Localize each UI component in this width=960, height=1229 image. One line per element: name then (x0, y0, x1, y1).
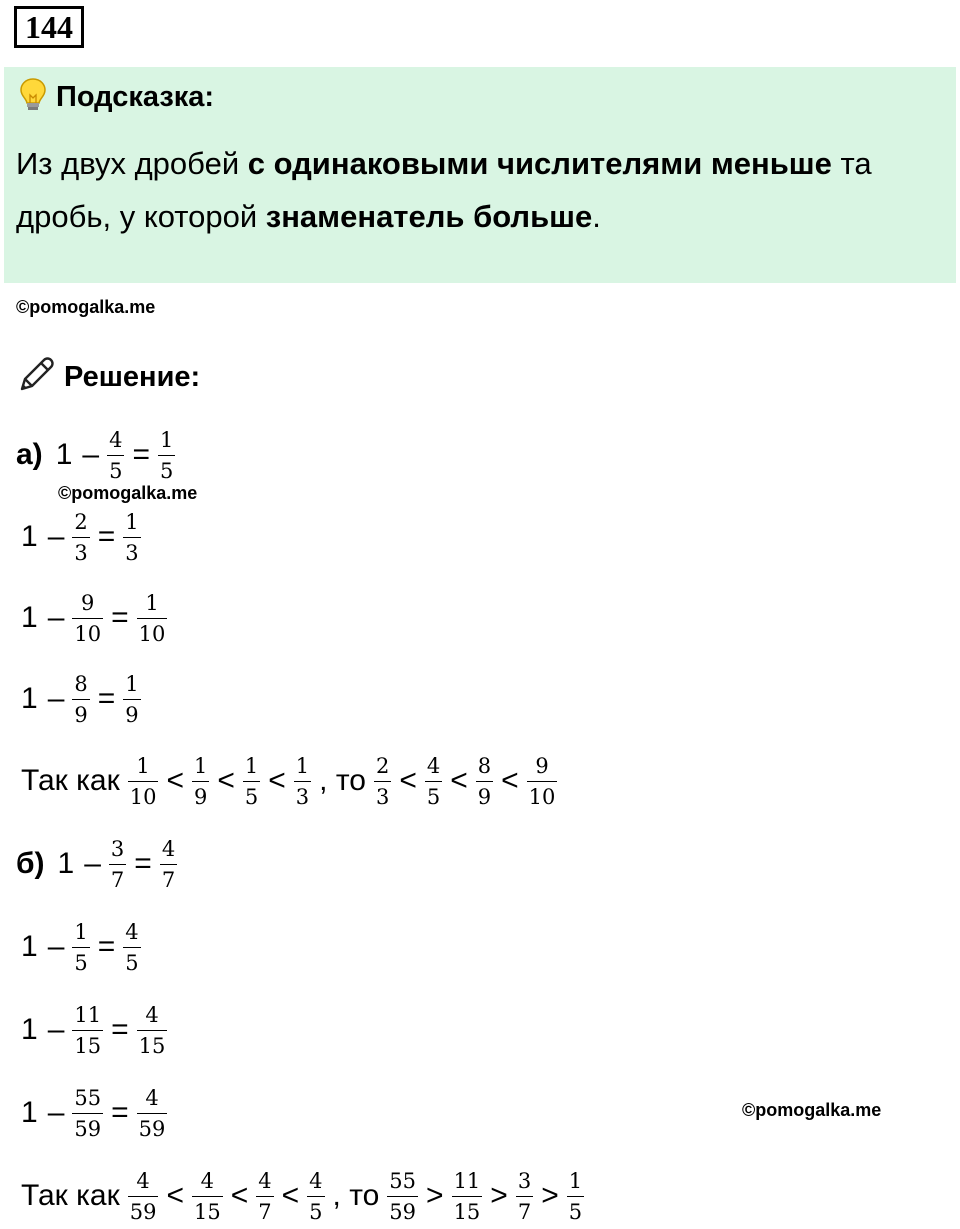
denominator: 3 (294, 781, 311, 809)
watermark: ©pomogalka.me (742, 1100, 882, 1120)
math-text: 1 (21, 520, 38, 553)
denominator: 59 (387, 1196, 418, 1224)
math-operator: < (230, 1179, 249, 1212)
denominator: 7 (109, 864, 126, 892)
denominator: 5 (72, 947, 89, 975)
denominator: 5 (243, 781, 260, 809)
math-operator: < (166, 764, 184, 797)
numerator: 4 (145, 1002, 159, 1027)
math-operator: – (47, 1096, 65, 1129)
numerator: 4 (136, 1168, 150, 1193)
denominator: 59 (128, 1196, 159, 1224)
fraction (425, 754, 442, 809)
numerator: 1 (193, 753, 208, 778)
fraction (387, 1169, 418, 1224)
math-operator: < (281, 1179, 300, 1212)
denominator: 5 (567, 1196, 584, 1224)
hint-title: Подсказка: (56, 80, 215, 113)
denominator: 9 (72, 699, 89, 727)
numerator: 11 (74, 1002, 102, 1027)
math-operator: = (111, 1013, 129, 1046)
hint-text-segment: Из двух дробей (16, 146, 248, 181)
numerator: 1 (125, 671, 139, 696)
math-operator: – (82, 438, 100, 471)
numerator: 55 (74, 1085, 102, 1110)
solution-line (16, 587, 170, 649)
math-operator: – (84, 847, 101, 880)
fraction (123, 920, 140, 975)
math-text: 1 (21, 682, 38, 715)
denominator: 15 (192, 1196, 223, 1224)
solution-header (16, 357, 200, 397)
fraction (476, 754, 493, 809)
hint-emphasis: знаменатель больше (265, 199, 593, 234)
denominator: 15 (72, 1030, 103, 1058)
numerator: 3 (517, 1168, 532, 1193)
denominator: 3 (72, 537, 89, 565)
solution-line (16, 916, 144, 978)
math-text: Так как (21, 1179, 120, 1212)
fraction (516, 1169, 533, 1224)
math-operator: = (97, 520, 116, 553)
denominator: 7 (160, 864, 177, 892)
solution-line (16, 668, 144, 730)
hint-text-segment: та дробь, у которой (16, 146, 872, 234)
math-operator: < (166, 1179, 184, 1212)
math-operator: = (134, 847, 152, 880)
numerator: 4 (200, 1168, 215, 1193)
fraction (452, 1169, 483, 1224)
part-label: б) (16, 847, 45, 880)
numerator: 1 (74, 919, 88, 944)
math-operator: = (97, 930, 116, 963)
fraction (123, 510, 140, 565)
fraction (192, 754, 209, 809)
denominator: 10 (527, 781, 558, 809)
math-text: 1 (21, 1013, 38, 1046)
numerator: 1 (159, 427, 174, 452)
numerator: 4 (125, 919, 139, 944)
math-operator: < (450, 764, 468, 797)
denominator: 3 (123, 537, 140, 565)
fraction (307, 1169, 324, 1224)
numerator: 9 (81, 590, 95, 615)
math-text: 1 (55, 438, 73, 471)
numerator: 9 (535, 753, 549, 778)
math-text: , то (319, 764, 366, 797)
math-operator: < (501, 764, 519, 797)
math-operator: = (97, 682, 116, 715)
numerator: 1 (145, 590, 159, 615)
math-text: 1 (21, 601, 38, 634)
hint-text-segment: . (592, 199, 601, 234)
math-text: 1 (57, 847, 75, 880)
numerator: 2 (74, 509, 88, 534)
fraction (128, 1169, 159, 1224)
fraction (158, 428, 175, 483)
math-operator: > (541, 1179, 559, 1212)
math-operator: > (426, 1179, 444, 1212)
fraction (192, 1169, 223, 1224)
hint-box (4, 67, 956, 283)
denominator: 5 (123, 947, 140, 975)
denominator: 5 (425, 781, 442, 809)
fraction (137, 1003, 168, 1058)
denominator: 9 (192, 781, 209, 809)
fraction (527, 754, 558, 809)
fraction (137, 1086, 168, 1141)
fraction (72, 920, 89, 975)
math-operator: = (111, 1096, 129, 1129)
numerator: 55 (389, 1168, 417, 1193)
lightbulb-icon (18, 77, 48, 118)
math-text: 1 (21, 1096, 38, 1129)
denominator: 3 (374, 781, 391, 809)
denominator: 59 (137, 1113, 168, 1141)
fraction (374, 754, 391, 809)
numerator: 1 (125, 509, 139, 534)
denominator: 59 (72, 1113, 103, 1141)
solution-title: Решение: (64, 360, 201, 393)
denominator: 10 (137, 618, 168, 646)
solution-line (16, 1082, 170, 1144)
denominator: 15 (452, 1196, 483, 1224)
math-operator: – (47, 1013, 65, 1046)
fraction (567, 1169, 584, 1224)
fraction (123, 672, 140, 727)
math-operator: – (47, 520, 65, 553)
fraction (72, 1086, 103, 1141)
fraction (256, 1169, 273, 1224)
numerator: 2 (375, 753, 390, 778)
numerator: 8 (477, 753, 492, 778)
numerator: 4 (109, 427, 123, 452)
hint-emphasis: с одинаковыми числителями меньше (247, 146, 832, 181)
numerator: 3 (110, 836, 125, 861)
numerator: 8 (74, 671, 88, 696)
fraction (160, 837, 177, 892)
math-operator: < (268, 764, 286, 797)
denominator: 15 (137, 1030, 168, 1058)
denominator: 10 (72, 618, 103, 646)
fraction (72, 1003, 103, 1058)
pencil-icon (16, 355, 56, 400)
problem-number: 144 (14, 6, 84, 48)
denominator: 10 (128, 781, 159, 809)
solution-line (16, 1165, 587, 1227)
math-text: , то (332, 1179, 380, 1212)
math-text: 1 (21, 930, 38, 963)
denominator: 9 (123, 699, 140, 727)
numerator: 1 (244, 753, 259, 778)
fraction (137, 591, 168, 646)
solution-line (16, 999, 170, 1061)
numerator: 1 (136, 753, 150, 778)
fraction (294, 754, 311, 809)
solution-line (16, 833, 180, 895)
denominator: 5 (107, 455, 124, 483)
numerator: 4 (258, 1168, 272, 1193)
fraction (72, 510, 89, 565)
denominator: 7 (516, 1196, 533, 1224)
fraction (107, 428, 124, 483)
numerator: 4 (161, 836, 176, 861)
solution-line (16, 750, 560, 812)
solution-line (16, 424, 178, 486)
math-operator: < (399, 764, 417, 797)
watermark: ©pomogalka.me (16, 297, 156, 317)
watermark: ©pomogalka.me (58, 483, 198, 503)
denominator: 9 (476, 781, 493, 809)
solution-line (16, 506, 144, 568)
numerator: 4 (145, 1085, 159, 1110)
math-text: Так как (21, 764, 120, 797)
denominator: 5 (307, 1196, 324, 1224)
math-operator: < (217, 764, 235, 797)
numerator: 11 (453, 1168, 481, 1193)
denominator: 5 (158, 455, 175, 483)
math-operator: – (47, 682, 65, 715)
math-operator: – (47, 930, 65, 963)
math-operator: = (132, 438, 150, 471)
hint-header (18, 79, 214, 115)
fraction (128, 754, 159, 809)
fraction (72, 591, 103, 646)
numerator: 1 (568, 1168, 583, 1193)
numerator: 4 (309, 1168, 323, 1193)
math-operator: = (111, 601, 129, 634)
part-label: а) (16, 438, 43, 471)
fraction (72, 672, 89, 727)
denominator: 7 (256, 1196, 273, 1224)
fraction (109, 837, 126, 892)
numerator: 4 (426, 753, 441, 778)
numerator: 1 (295, 753, 310, 778)
fraction (243, 754, 260, 809)
math-operator: > (490, 1179, 508, 1212)
hint-text (16, 137, 936, 243)
math-operator: – (47, 601, 65, 634)
